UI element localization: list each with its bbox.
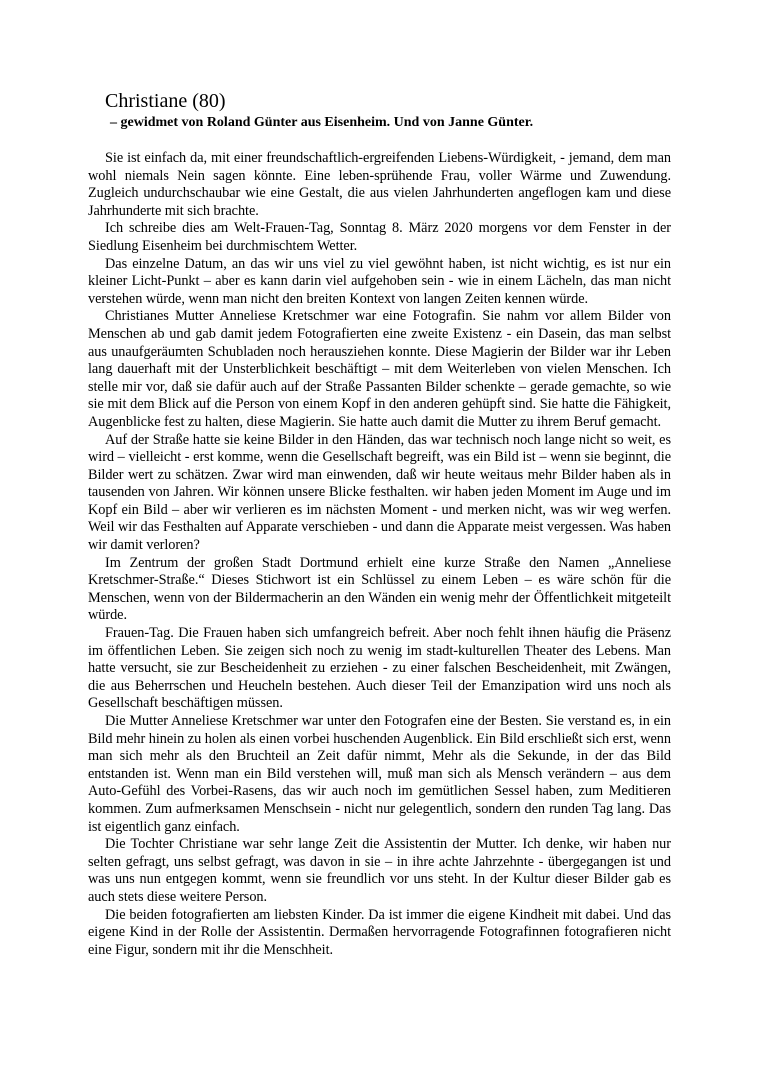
body-paragraph: Christianes Mutter Anneliese Kretschmer war eine Fotografin. Sie nahm vor allem Bilder von Menschen ab und gab damit jedem Fotografierten eine zweite Existenz - ein Dasein, das man selbst aus unaufgeräumten Schubladen noch herausziehen konnte. Diese Magierin der Bilder war ihr Leben lang dauerhaft mit der Unsterblichkeit beschäftigt – mit dem Weiterleben von vielen Menschen. Ich stelle mir vor, daß sie dafür auch auf der Straße Passanten Bilder schenkte – gerade gemachte, so wie sie mit dem Blick auf die Person von einem Kopf in den anderen gehüpft sind. Sie hatte die Fähigkeit, Augenblicke fest zu halten, diese Magierin. Sie hatte auch damit die Mutter zu ihrem Beruf gemacht. bbox=[88, 308, 671, 430]
body-paragraph: Ich schreibe dies am Welt-Frauen-Tag, Sonntag 8. März 2020 morgens vor dem Fenster in der Siedlung Eisenheim bei durchmischtem Wetter. bbox=[88, 220, 671, 254]
document-dedication: – gewidmet von Roland Günter aus Eisenheim. Und von Janne Günter. bbox=[110, 115, 534, 130]
body-paragraph: Die Tochter Christiane war sehr lange Zeit die Assistentin der Mutter. Ich denke, wir haben nur selten gefragt, uns selbst gefragt, was davon in sie – in ihre achte Jahrzehnte - übergegangen ist und was uns nun entgegen kommt, wenn sie freundlich vor uns steht. In der Kultur dieser Bilder gab es auch stets diese weitere Person. bbox=[88, 836, 671, 905]
document-title: Christiane (80) bbox=[105, 90, 226, 112]
body-paragraph: Auf der Straße hatte sie keine Bilder in den Händen, das war technisch noch lange nicht so weit, es wird – vielleicht - erst komme, wenn die Gesellschaft begreift, was ein Bild ist – wenn sie beginnt, die Bilder wert zu schätzen. Zwar wird man einwenden, daß wir heute weitaus mehr Bilder haben als in tausenden von Jahren. Wir können unsere Blicke festhalten. wir haben jeden Moment im Auge und im Kopf ein Bild – aber wir verlieren es im nächsten Moment - und merken nicht, was wir weg werfen. Weil wir das Festhalten auf Apparate verschieben - und dann die Apparate meist vergessen. Was haben wir damit verloren? bbox=[88, 431, 671, 554]
body-paragraph: Die beiden fotografierten am liebsten Kinder. Da ist immer die eigene Kindheit mit dabei. Und das eigene Kind in der Rolle der Assistentin. Dermaßen hervorragende Fotografinnen fotografieren nicht eine Figur, sondern mit ihr die Menschheit. bbox=[88, 906, 671, 958]
body-paragraph: Das einzelne Datum, an das wir uns viel zu viel gewöhnt haben, ist nicht wichtig, es ist nur ein kleiner Licht-Punkt – aber es kann darin viel aufgehoben sein - wie in einem Lächeln, das man nicht verstehen würde, wenn man nicht den breiten Kontext von langen Zeiten kennen würde. bbox=[88, 255, 671, 307]
body-paragraph: Frauen-Tag. Die Frauen haben sich umfangreich befreit. Aber noch fehlt ihnen häufig die Präsenz im öffentlichen Leben. Sie zeigen sich noch zu wenig im stadt-kulturellen Theater des Lebens. Man hatte versucht, sie zur Bescheidenheit zu erziehen - zu einer falschen Bescheidenheit, mit Zwängen, die aus Beherrschen und Heucheln bestehen. Auch dieser Teil der Emanzipation wird uns noch als Gesellschaft beschäftigen müssen. bbox=[88, 625, 671, 712]
body-paragraph: Im Zentrum der großen Stadt Dortmund erhielt eine kurze Straße den Namen „Anneliese Kretschmer-Straße.“ Dieses Stichwort ist ein Schlüssel zu einem Leben – es wäre schön für die Menschen, wenn von der Bildermacherin an den Wänden ein wenig mehr der Öffentlichkeit mitgeteilt würde. bbox=[88, 554, 671, 624]
document-body bbox=[88, 150, 671, 959]
body-paragraph: Sie ist einfach da, mit einer freundschaftlich-ergreifenden Liebens-Würdigkeit, - jemand, dem man wohl niemals Nein sagen könnte. Eine leben-sprühende Frau, voller Wärme und Zuwendung. Zugleich undurchschaubar wie eine Gestalt, die aus vielen Jahrhunderten angeflogen kam und diese Jahrhunderte mit sich brachte. bbox=[88, 150, 671, 219]
body-paragraph: Die Mutter Anneliese Kretschmer war unter den Fotografen eine der Besten. Sie verstand es, in ein Bild mehr hinein zu holen als einen vorbei huschenden Augenblick. Ein Bild erschließt sich erst, wenn man sich mehr als den Bruchteil an Zeit dafür nimmt, Mehr als die Sekunde, in der das Bild entstanden ist. Wenn man ein Bild verstehen will, muß man sich als Mensch verändern – aus dem Auto-Gefühl des Vorbei-Rasens, das wir auch noch im gemütlichen Sessel haben, zum Meditieren kommen. Zum aufmerksamen Menschsein - nicht nur gelegentlich, sondern den runden Tag lang. Das ist eigentlich ganz einfach. bbox=[88, 713, 671, 835]
document-page bbox=[88, 88, 671, 959]
